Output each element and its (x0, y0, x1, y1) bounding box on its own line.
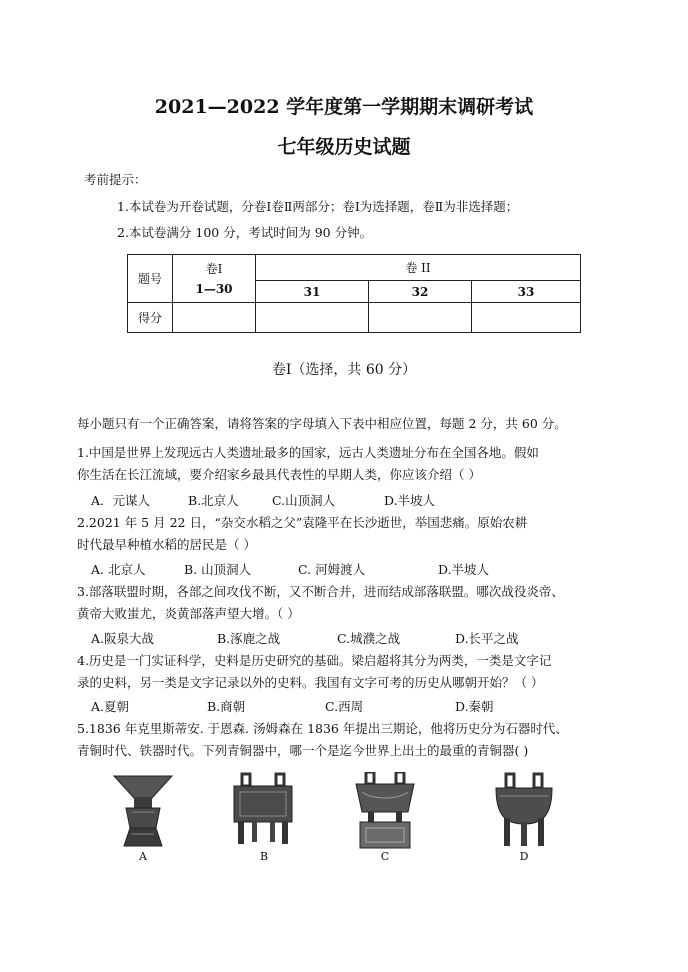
option-a[interactable]: A.阪泉大战 (91, 631, 155, 646)
notice-item-2: 2.本试卷满分 100 分，考试时间为 90 分钟。 (117, 225, 373, 240)
bronze-zun-icon (112, 772, 174, 850)
exam-title: 2021—2022 学年度第一学期期末调研考试 (154, 96, 534, 118)
score-cell-31[interactable] (256, 303, 369, 333)
figure-a-label: A (139, 850, 147, 863)
juan1-cell (173, 255, 256, 303)
row-label-number: 题号 (128, 255, 173, 303)
score-cell-32[interactable] (369, 303, 472, 333)
option-a[interactable]: A.夏朝 (91, 699, 130, 714)
score-cell-33[interactable] (472, 303, 581, 333)
option-c[interactable]: C.西周 (325, 699, 364, 714)
figure-b[interactable] (228, 772, 298, 863)
option-c[interactable]: C.城濮之战 (337, 631, 401, 646)
notice-heading: 考前提示： (84, 172, 147, 187)
question-4-line-2: 录的史料，另一类是文字记录以外的史料。我国有文字可考的历史从哪朝开始？（ ） (77, 675, 544, 690)
option-a[interactable]: A. 北京人 (91, 562, 146, 577)
juan2-label: 卷 II (256, 255, 581, 281)
q31-header: 31 (256, 281, 369, 303)
question-1-line-2: 你生活在长江流域，要介绍家乡最具代表性的早期人类，你应该介绍（ ） (77, 467, 481, 482)
figure-a[interactable] (112, 772, 174, 863)
option-b[interactable]: B.北京人 (188, 493, 239, 508)
figure-b-label: B (259, 850, 269, 863)
option-a[interactable]: A．元谋人 (91, 493, 151, 508)
option-d[interactable]: D.半坡人 (384, 493, 436, 508)
figure-c-label: C (380, 850, 390, 863)
question-1-line-1: 1.中国是世界上发现远古人类遗址最多的国家，远古人类遗址分布在全国各地。假如 (77, 445, 539, 460)
bronze-round-ding-icon (492, 772, 556, 850)
q32-header: 32 (369, 281, 472, 303)
option-b[interactable]: B.涿鹿之战 (217, 631, 281, 646)
notice-item-1: 1.本试卷为开卷试题，分卷Ⅰ卷Ⅱ两部分；卷Ⅰ为选择题，卷Ⅱ为非选择题； (117, 199, 519, 214)
figure-d-label: D (519, 850, 529, 863)
score-cell-juan1[interactable] (173, 303, 256, 333)
exam-subtitle: 七年级历史试题 (277, 136, 411, 158)
option-b[interactable]: B.商朝 (207, 699, 246, 714)
section-title: 卷Ⅰ（选择，共 60 分） (271, 362, 417, 378)
juan1-label: 卷Ⅰ (205, 261, 223, 276)
q33-header: 33 (472, 281, 581, 303)
question-1-options (91, 491, 435, 509)
score-table (127, 254, 581, 333)
row-label-score: 得分 (128, 303, 173, 333)
question-3-line-1: 3.部落联盟时期，各部之间攻伐不断，又不断合并，进而结成部落联盟。哪次战役炎帝、 (77, 584, 564, 599)
question-3-options (91, 629, 519, 647)
option-c[interactable]: C.山顶洞人 (272, 493, 336, 508)
question-2-line-2: 时代最早种植水稻的居民是（ ） (77, 537, 256, 552)
bronze-square-ding-icon (228, 772, 298, 850)
section-instruction: 每小题只有一个正确答案，请将答案的字母填入下表中相应位置，每题 2 分，共 60 分。 (77, 416, 567, 431)
question-2-options (91, 560, 489, 578)
figure-d[interactable] (492, 772, 556, 863)
question-2-line-1: 2.2021 年 5 月 22 日，“杂交水稻之父”袁隆平在长沙逝世，举国悲痛。原始农耕 (77, 515, 528, 530)
juan1-range: 1—30 (195, 281, 233, 296)
option-d[interactable]: D.秦朝 (455, 699, 494, 714)
question-4-line-1: 4.历史是一门实证科学，史料是历史研究的基础。梁启超将其分为两类，一类是文字记 (77, 653, 552, 668)
figure-c[interactable] (352, 772, 418, 863)
bronze-ding-on-stand-icon (352, 772, 418, 850)
question-5-line-1: 5.1836 年克里斯蒂安. 于恩森. 汤姆森在 1836 年提出三期论，他将历史分为石器时代、 (77, 721, 568, 736)
question-4-options (91, 697, 494, 715)
question-5-line-2: 青铜时代、铁器时代。下列青铜器中，哪一个是迄今世界上出土的最重的青铜器( ) (77, 743, 529, 758)
option-b[interactable]: B. 山顶洞人 (184, 562, 252, 577)
option-d[interactable]: D.半坡人 (438, 562, 490, 577)
question-3-line-2: 黄帝大败蚩尤，炎黄部落声望大增。（ ） (77, 606, 300, 621)
option-d[interactable]: D.长平之战 (455, 631, 519, 646)
option-c[interactable]: C. 河姆渡人 (298, 562, 366, 577)
